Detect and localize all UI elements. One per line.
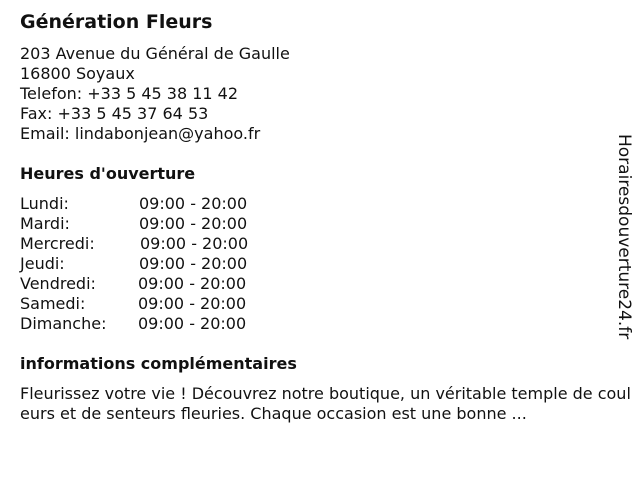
opening-hours-table: [20, 194, 280, 334]
address-line-city: 16800 Soyaux: [20, 64, 135, 83]
contact-block: [20, 44, 290, 144]
time-range: 09:00 - 20:00: [138, 294, 247, 313]
additional-info-text: Fleurissez votre vie ! Découvrez notre boutique, un véritable temple de couleurs et de senteurs fleuries. Chaque occasion est une bonne ...: [20, 384, 631, 423]
hours-row-monday: [20, 194, 280, 214]
fax-number: Fax: +33 5 45 37 64 53: [20, 104, 209, 123]
hours-row-sunday: [20, 314, 280, 334]
time-range: 09:00 - 20:00: [140, 234, 249, 253]
phone-number: Telefon: +33 5 45 38 11 42: [20, 84, 239, 103]
address-line-street: 203 Avenue du Général de Gaulle: [20, 44, 290, 63]
hours-row-friday: [20, 274, 280, 294]
hours-row-tuesday: [20, 214, 280, 234]
email-address: Email: lindabonjean@yahoo.fr: [20, 124, 261, 143]
time-range: 09:00 - 20:00: [139, 214, 248, 233]
business-name: Génération Fleurs: [20, 11, 213, 33]
time-range: 09:00 - 20:00: [138, 274, 247, 293]
day-label: Samedi:: [20, 294, 86, 313]
hours-row-thursday: [20, 254, 280, 274]
time-range: 09:00 - 20:00: [139, 254, 248, 273]
time-range: 09:00 - 20:00: [139, 194, 248, 213]
hours-row-wednesday: [20, 234, 280, 254]
day-label: Jeudi:: [20, 254, 65, 273]
additional-info-heading: informations complémentaires: [20, 354, 297, 373]
day-label: Mardi:: [20, 214, 70, 233]
opening-hours-heading: Heures d'ouverture: [20, 164, 196, 183]
day-label: Vendredi:: [20, 274, 96, 293]
time-range: 09:00 - 20:00: [138, 314, 247, 333]
site-watermark: Horairesdouverture24.fr: [614, 134, 634, 340]
day-label: Lundi:: [20, 194, 69, 213]
day-label: Mercredi:: [20, 234, 95, 253]
hours-row-saturday: [20, 294, 280, 314]
day-label: Dimanche:: [20, 314, 107, 333]
